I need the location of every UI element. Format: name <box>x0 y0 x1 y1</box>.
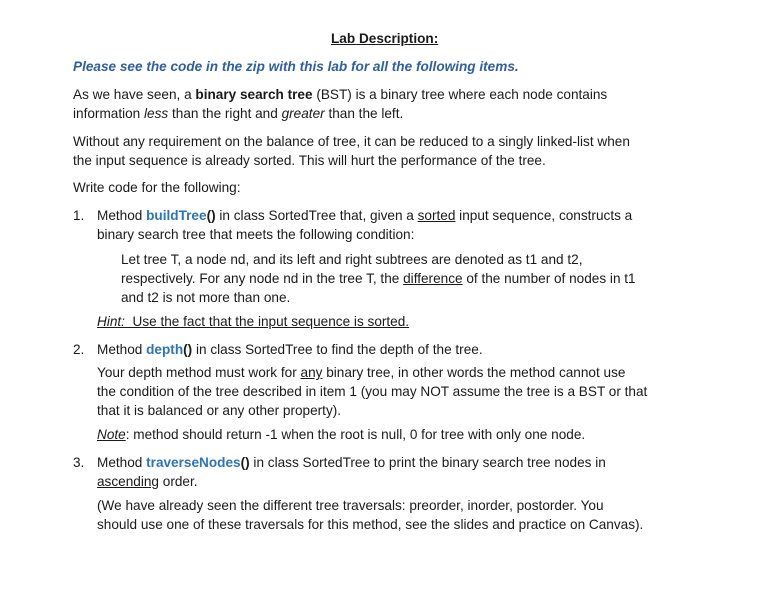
item-1-condition-line-1: Let tree T, a node nd, and its left and right subtrees are denoted as t1 and t2, <box>121 252 583 267</box>
item-3-line-2: ascending order. <box>97 474 198 489</box>
zip-note: Please see the code in the zip with this lab for all the following items. <box>73 59 519 74</box>
item-2-paragraph-line-1: Your depth method must work for any binary tree, in other words the method cannot use <box>97 365 626 380</box>
item-3-paragraph-line-2: should use one of these traversals for this method, see the slides and practice on Canvas). <box>97 517 644 532</box>
item-1-condition-line-3: and t2 is not more than one. <box>121 290 291 305</box>
item-2-number: 2. <box>73 342 85 357</box>
item-3-paragraph-line-1: (We have already seen the different tree traversals: preorder, inorder, postorder. You <box>97 498 604 513</box>
item-2-line-1: Method depth() in class SortedTree to find the depth of the tree. <box>97 342 483 357</box>
item-2-paragraph-line-2: the condition of the tree described in item 1 (you may NOT assume the tree is a BST or that <box>97 384 648 399</box>
write-code-paragraph: Write code for the following: <box>73 180 241 195</box>
item-2-paragraph-line-3: that it is balanced or any other property). <box>97 403 342 418</box>
item-1-number: 1. <box>73 208 85 223</box>
item-3-line-1: Method traverseNodes() in class SortedTree to print the binary search tree nodes in <box>97 455 606 470</box>
intro-paragraph-line-1: As we have seen, a binary search tree (BST) is a binary tree where each node contains <box>73 87 608 102</box>
balance-paragraph-line-1: Without any requirement on the balance of tree, it can be reduced to a singly linked-list when <box>73 134 630 149</box>
item-1-line-1: Method buildTree() in class SortedTree that, given a sorted input sequence, constructs a <box>97 208 633 223</box>
item-2-note: Note: method should return -1 when the root is null, 0 for tree with only one node. <box>97 427 586 442</box>
item-1-line-2: binary search tree that meets the following condition: <box>97 227 415 242</box>
item-1-condition-line-2: respectively. For any node nd in the tree T, the difference of the number of nodes in t1 <box>121 271 636 286</box>
item-1-hint: Hint: Use the fact that the input sequence is sorted. <box>97 314 410 329</box>
intro-paragraph-line-2: information less than the right and greater than the left. <box>73 106 404 121</box>
balance-paragraph-line-2: the input sequence is already sorted. This will hurt the performance of the tree. <box>73 153 546 168</box>
lab-description-heading: Lab Description: <box>331 31 439 46</box>
item-3-number: 3. <box>73 455 85 470</box>
